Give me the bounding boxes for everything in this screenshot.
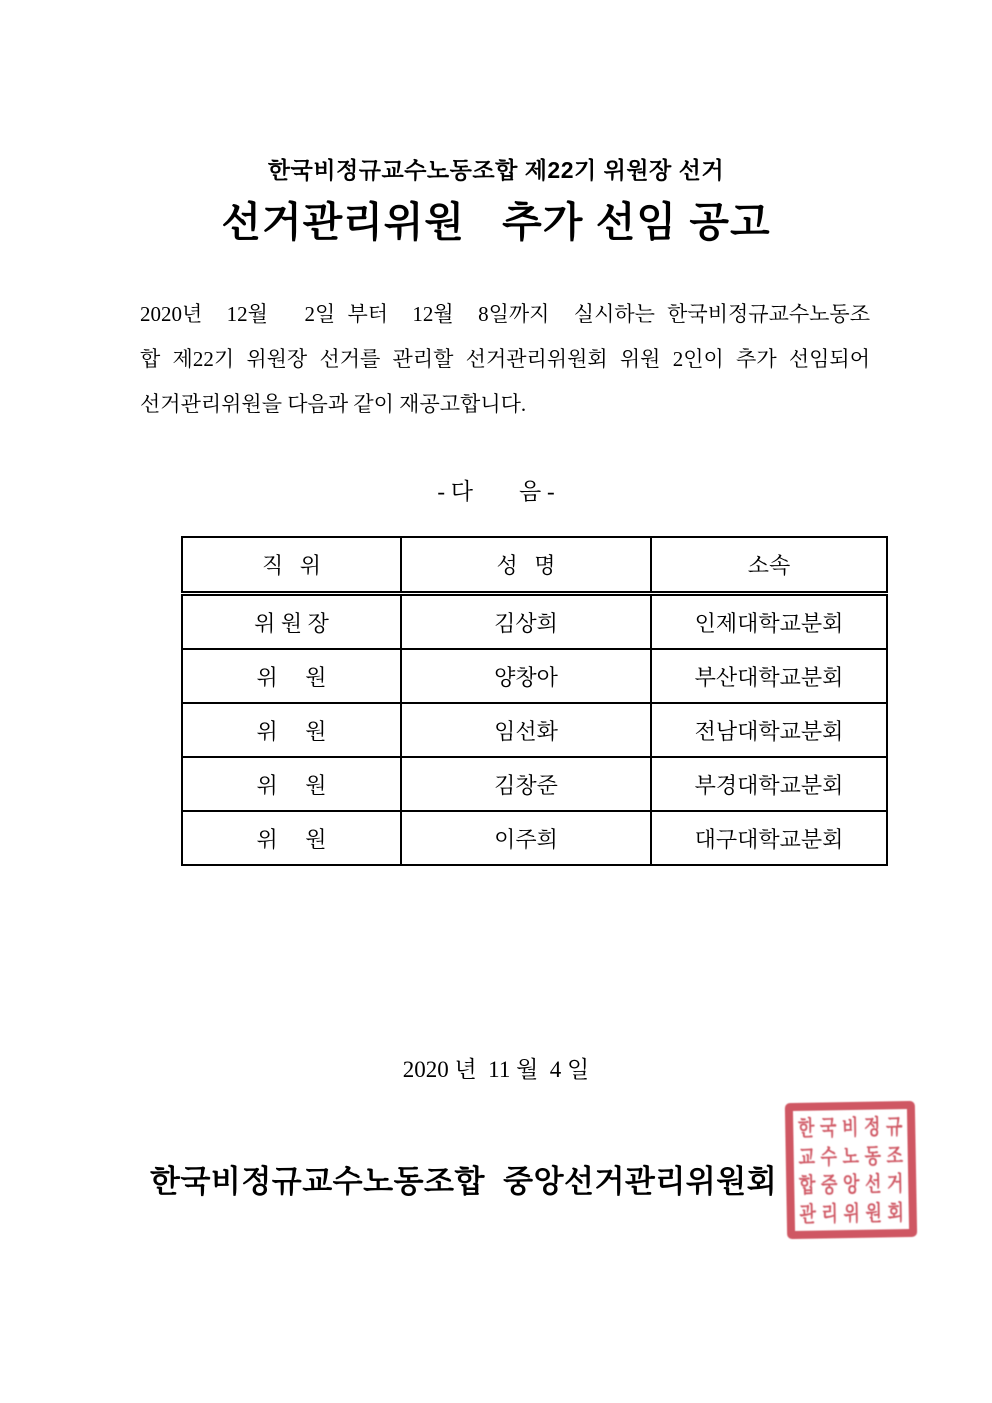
cell-affiliation: 부산대학교분회 xyxy=(651,649,887,703)
cell-name: 김상희 xyxy=(401,594,651,650)
header-affiliation: 소속 xyxy=(651,537,887,594)
cell-affiliation: 전남대학교분회 xyxy=(651,703,887,757)
seal-char: 위 xyxy=(843,1200,861,1225)
cell-position: 위 원 xyxy=(182,703,401,757)
announcement-paragraph xyxy=(140,292,870,427)
seal-char: 앙 xyxy=(842,1172,860,1197)
seal-char: 교 xyxy=(798,1144,816,1169)
cell-name: 임선화 xyxy=(401,703,651,757)
seal-char: 규 xyxy=(885,1114,903,1139)
table-row xyxy=(182,594,887,650)
seal-char: 원 xyxy=(865,1200,883,1225)
seal-char: 노 xyxy=(842,1143,860,1168)
cell-position: 위 원 xyxy=(182,757,401,811)
cell-name: 이주희 xyxy=(401,811,651,865)
cell-position: 위 원 xyxy=(182,649,401,703)
seal-char: 거 xyxy=(886,1171,904,1196)
table-row xyxy=(182,703,887,757)
paragraph-line-2: 합 제22기 위원장 선거를 관리할 선거관리위원회 위원 2인이 추가 선임되어 xyxy=(140,347,870,371)
header-position: 직 위 xyxy=(182,537,401,594)
official-seal-stamp-icon xyxy=(785,1101,917,1239)
issuing-organization: 한국비정규교수노동조합 중앙선거관리위원회 xyxy=(150,1164,778,1199)
seal-char: 조 xyxy=(886,1142,904,1168)
seal-char: 중 xyxy=(820,1172,838,1197)
table-row xyxy=(182,757,887,811)
seal-char: 수 xyxy=(820,1144,838,1169)
issue-date: 2020 년 11 월 4 일 xyxy=(402,1057,590,1082)
cell-position: 위 원 장 xyxy=(182,594,401,650)
table-row xyxy=(182,649,887,703)
daum-divider: - 다 음 - xyxy=(437,479,555,504)
paragraph-line-3: 선거관리위원을 다음과 같이 재공고합니다. xyxy=(140,392,527,416)
cell-name: 김창준 xyxy=(401,757,651,811)
seal-char: 합 xyxy=(798,1172,816,1198)
seal-char: 정 xyxy=(863,1114,881,1139)
table-row xyxy=(182,811,887,865)
paragraph-line-1: 2020년 12월 2일 부터 12월 8일까지 실시하는 한국비정규교수노동조 xyxy=(140,302,870,326)
table-header-row xyxy=(182,537,887,594)
cell-affiliation: 대구대학교분회 xyxy=(651,811,887,865)
seal-char: 한 xyxy=(797,1116,815,1141)
seal-char: 비 xyxy=(841,1115,859,1140)
seal-char: 관 xyxy=(799,1201,817,1226)
seal-char: 국 xyxy=(819,1115,837,1140)
document-title: 선거관리위원 추가 선임 공고 xyxy=(221,199,771,245)
committee-members-table xyxy=(181,536,888,866)
seal-char: 리 xyxy=(821,1201,839,1226)
cell-affiliation: 부경대학교분회 xyxy=(651,757,887,811)
cell-name: 양창아 xyxy=(401,649,651,703)
header-name: 성 명 xyxy=(401,537,651,594)
cell-position: 위 원 xyxy=(182,811,401,865)
document-subtitle: 한국비정규교수노동조합 제22기 위원장 선거 xyxy=(267,157,725,183)
seal-char: 선 xyxy=(864,1171,882,1196)
cell-affiliation: 인제대학교분회 xyxy=(651,594,887,650)
seal-char: 동 xyxy=(864,1143,882,1168)
seal-char: 회 xyxy=(887,1199,905,1224)
